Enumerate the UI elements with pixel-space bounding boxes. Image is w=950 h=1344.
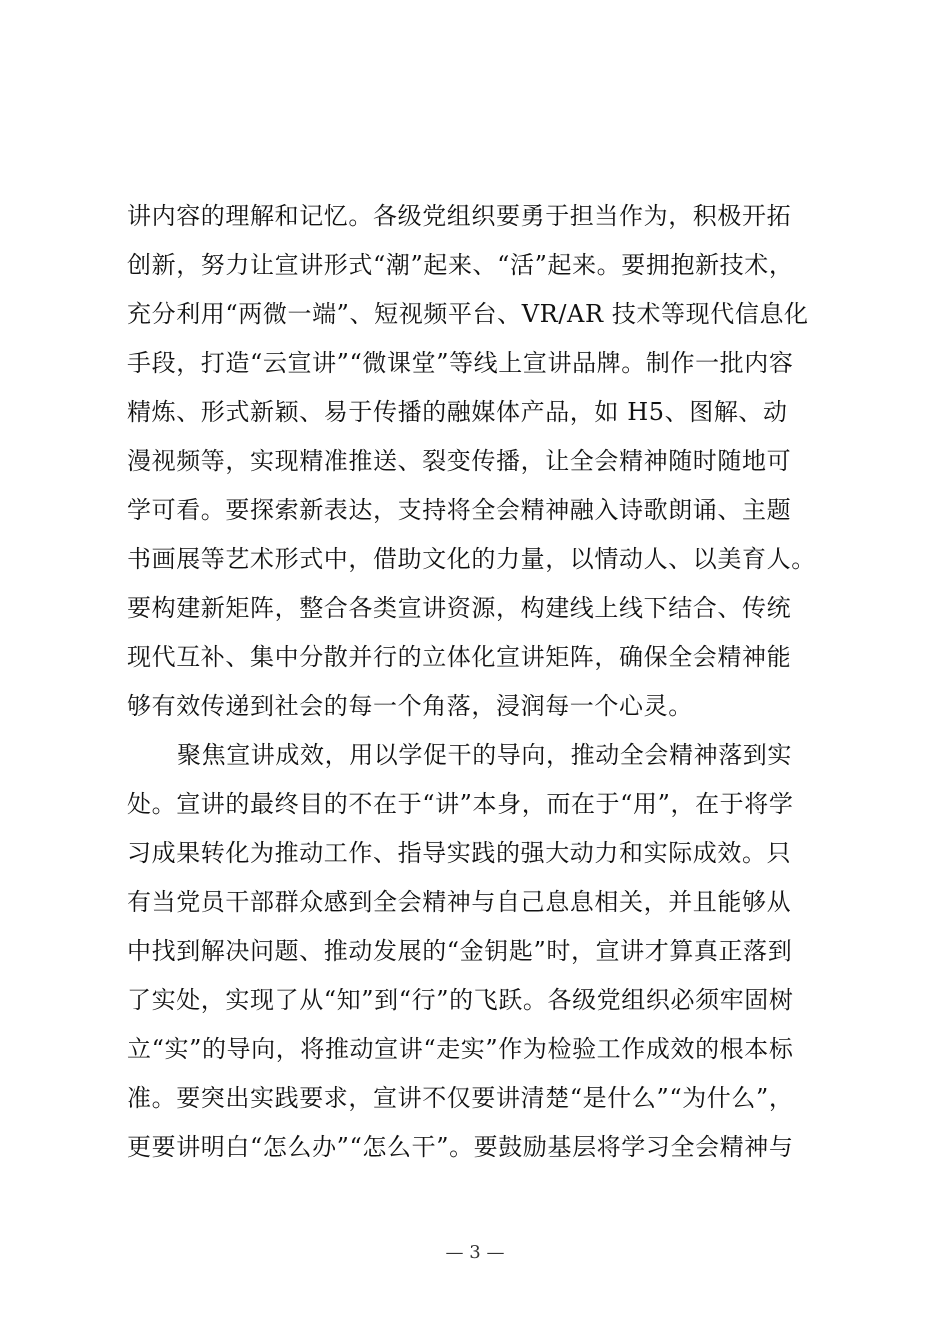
text-line: 充分利用“两微一端”、短视频平台、VR/AR 技术等现代信息化 [127, 300, 809, 328]
text-line: 了实处，实现了从“知”到“行”的飞跃。各级党组织必须牢固树 [127, 986, 794, 1014]
page-number: — 3 — [445, 1242, 505, 1263]
text-line: 讲内容的理解和记忆。各级党组织要勇于担当作为，积极开拓 [127, 202, 792, 230]
text-line: 有当党员干部群众感到全会精神与自己息息相关，并且能够从 [127, 888, 792, 916]
paragraph-start-line: 聚焦宣讲成效，用以学促干的导向，推动全会精神落到实 [177, 741, 792, 769]
text-line: 要构建新矩阵，整合各类宣讲资源，构建线上线下结合、传统 [127, 594, 792, 622]
text-line: 中找到解决问题、推动发展的“金钥匙”时，宣讲才算真正落到 [127, 937, 793, 965]
text-line: 立“实”的导向，将推动宣讲“走实”作为检验工作成效的根本标 [127, 1035, 794, 1063]
text-line: 漫视频等，实现精准推送、裂变传播，让全会精神随时随地可 [127, 447, 792, 475]
body-text [127, 196, 847, 1176]
text-line: 学可看。要探索新表达，支持将全会精神融入诗歌朗诵、主题 [127, 496, 792, 524]
text-line: 精炼、形式新颖、易于传播的融媒体产品，如 H5、图解、动 [127, 398, 788, 426]
text-line: 书画展等艺术形式中，借助文化的力量，以情动人、以美育人。 [127, 545, 816, 573]
text-line: 准。要突出实践要求，宣讲不仅要讲清楚“是什么”“为什么”， [127, 1084, 794, 1112]
text-line: 现代互补、集中分散并行的立体化宣讲矩阵，确保全会精神能 [127, 643, 792, 671]
text-line: 更要讲明白“怎么办”“怎么干”。要鼓励基层将学习全会精神与 [127, 1133, 794, 1161]
text-line: 够有效传递到社会的每一个角落，浸润每一个心灵。 [127, 692, 693, 720]
text-line: 创新，努力让宣讲形式“潮”起来、“活”起来。要拥抱新技术， [127, 251, 794, 279]
text-line: 手段，打造“云宣讲”“微课堂”等线上宣讲品牌。制作一批内容 [127, 349, 794, 377]
text-line: 处。宣讲的最终目的不在于“讲”本身，而在于“用”，在于将学 [127, 790, 794, 818]
text-line: 习成果转化为推动工作、指导实践的强大动力和实际成效。只 [127, 839, 792, 867]
